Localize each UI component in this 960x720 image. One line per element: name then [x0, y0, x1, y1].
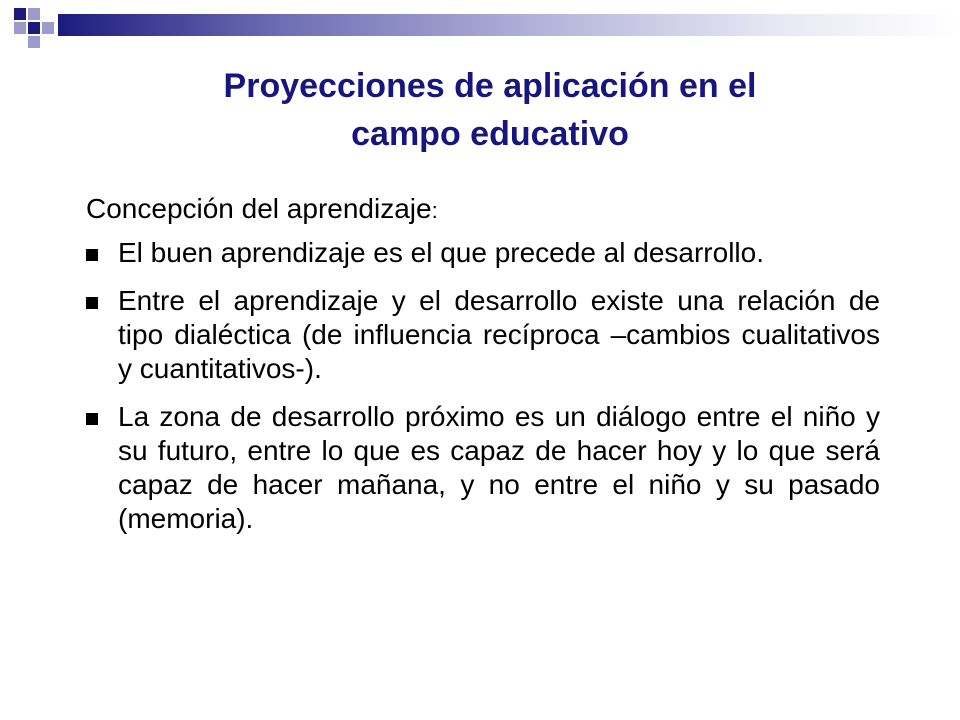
- decor-square: [42, 22, 54, 34]
- header-decoration: [0, 0, 960, 60]
- lead-paragraph: [86, 192, 880, 228]
- list-item-text: El buen aprendizaje es el que precede al desarrollo.: [118, 237, 764, 268]
- decor-square: [28, 22, 40, 34]
- decor-square: [28, 8, 40, 20]
- title-line-2: campo educativo: [351, 115, 629, 153]
- list-item: [86, 400, 880, 536]
- list-item: [86, 236, 880, 270]
- list-item-text: Entre el aprendizaje y el desarrollo existe una relación de tipo dialéctica (de influencia recíproca –cambios cualitativos y cuantitativos-).: [118, 285, 880, 384]
- list-item-text: La zona de desarrollo próximo es un diálogo entre el niño y su futuro, entre lo que es capaz de hacer hoy y lo que será capaz de hacer mañana, y no entre el niño y su pasado (memoria).: [118, 401, 880, 534]
- page-title: [80, 62, 900, 158]
- decor-square: [14, 8, 26, 20]
- header-gradient-bar: [58, 14, 960, 36]
- slide-body: [86, 192, 880, 550]
- square-bullet-icon: [86, 249, 98, 261]
- list-item: [86, 284, 880, 386]
- decor-square: [28, 36, 40, 48]
- decor-square: [14, 22, 26, 34]
- square-bullet-icon: [86, 413, 98, 425]
- lead-colon: :: [431, 198, 438, 223]
- square-bullet-icon: [86, 297, 98, 309]
- lead-text: Concepción del aprendizaje: [86, 193, 432, 224]
- title-line-1: Proyecciones de aplicación en el: [223, 67, 757, 105]
